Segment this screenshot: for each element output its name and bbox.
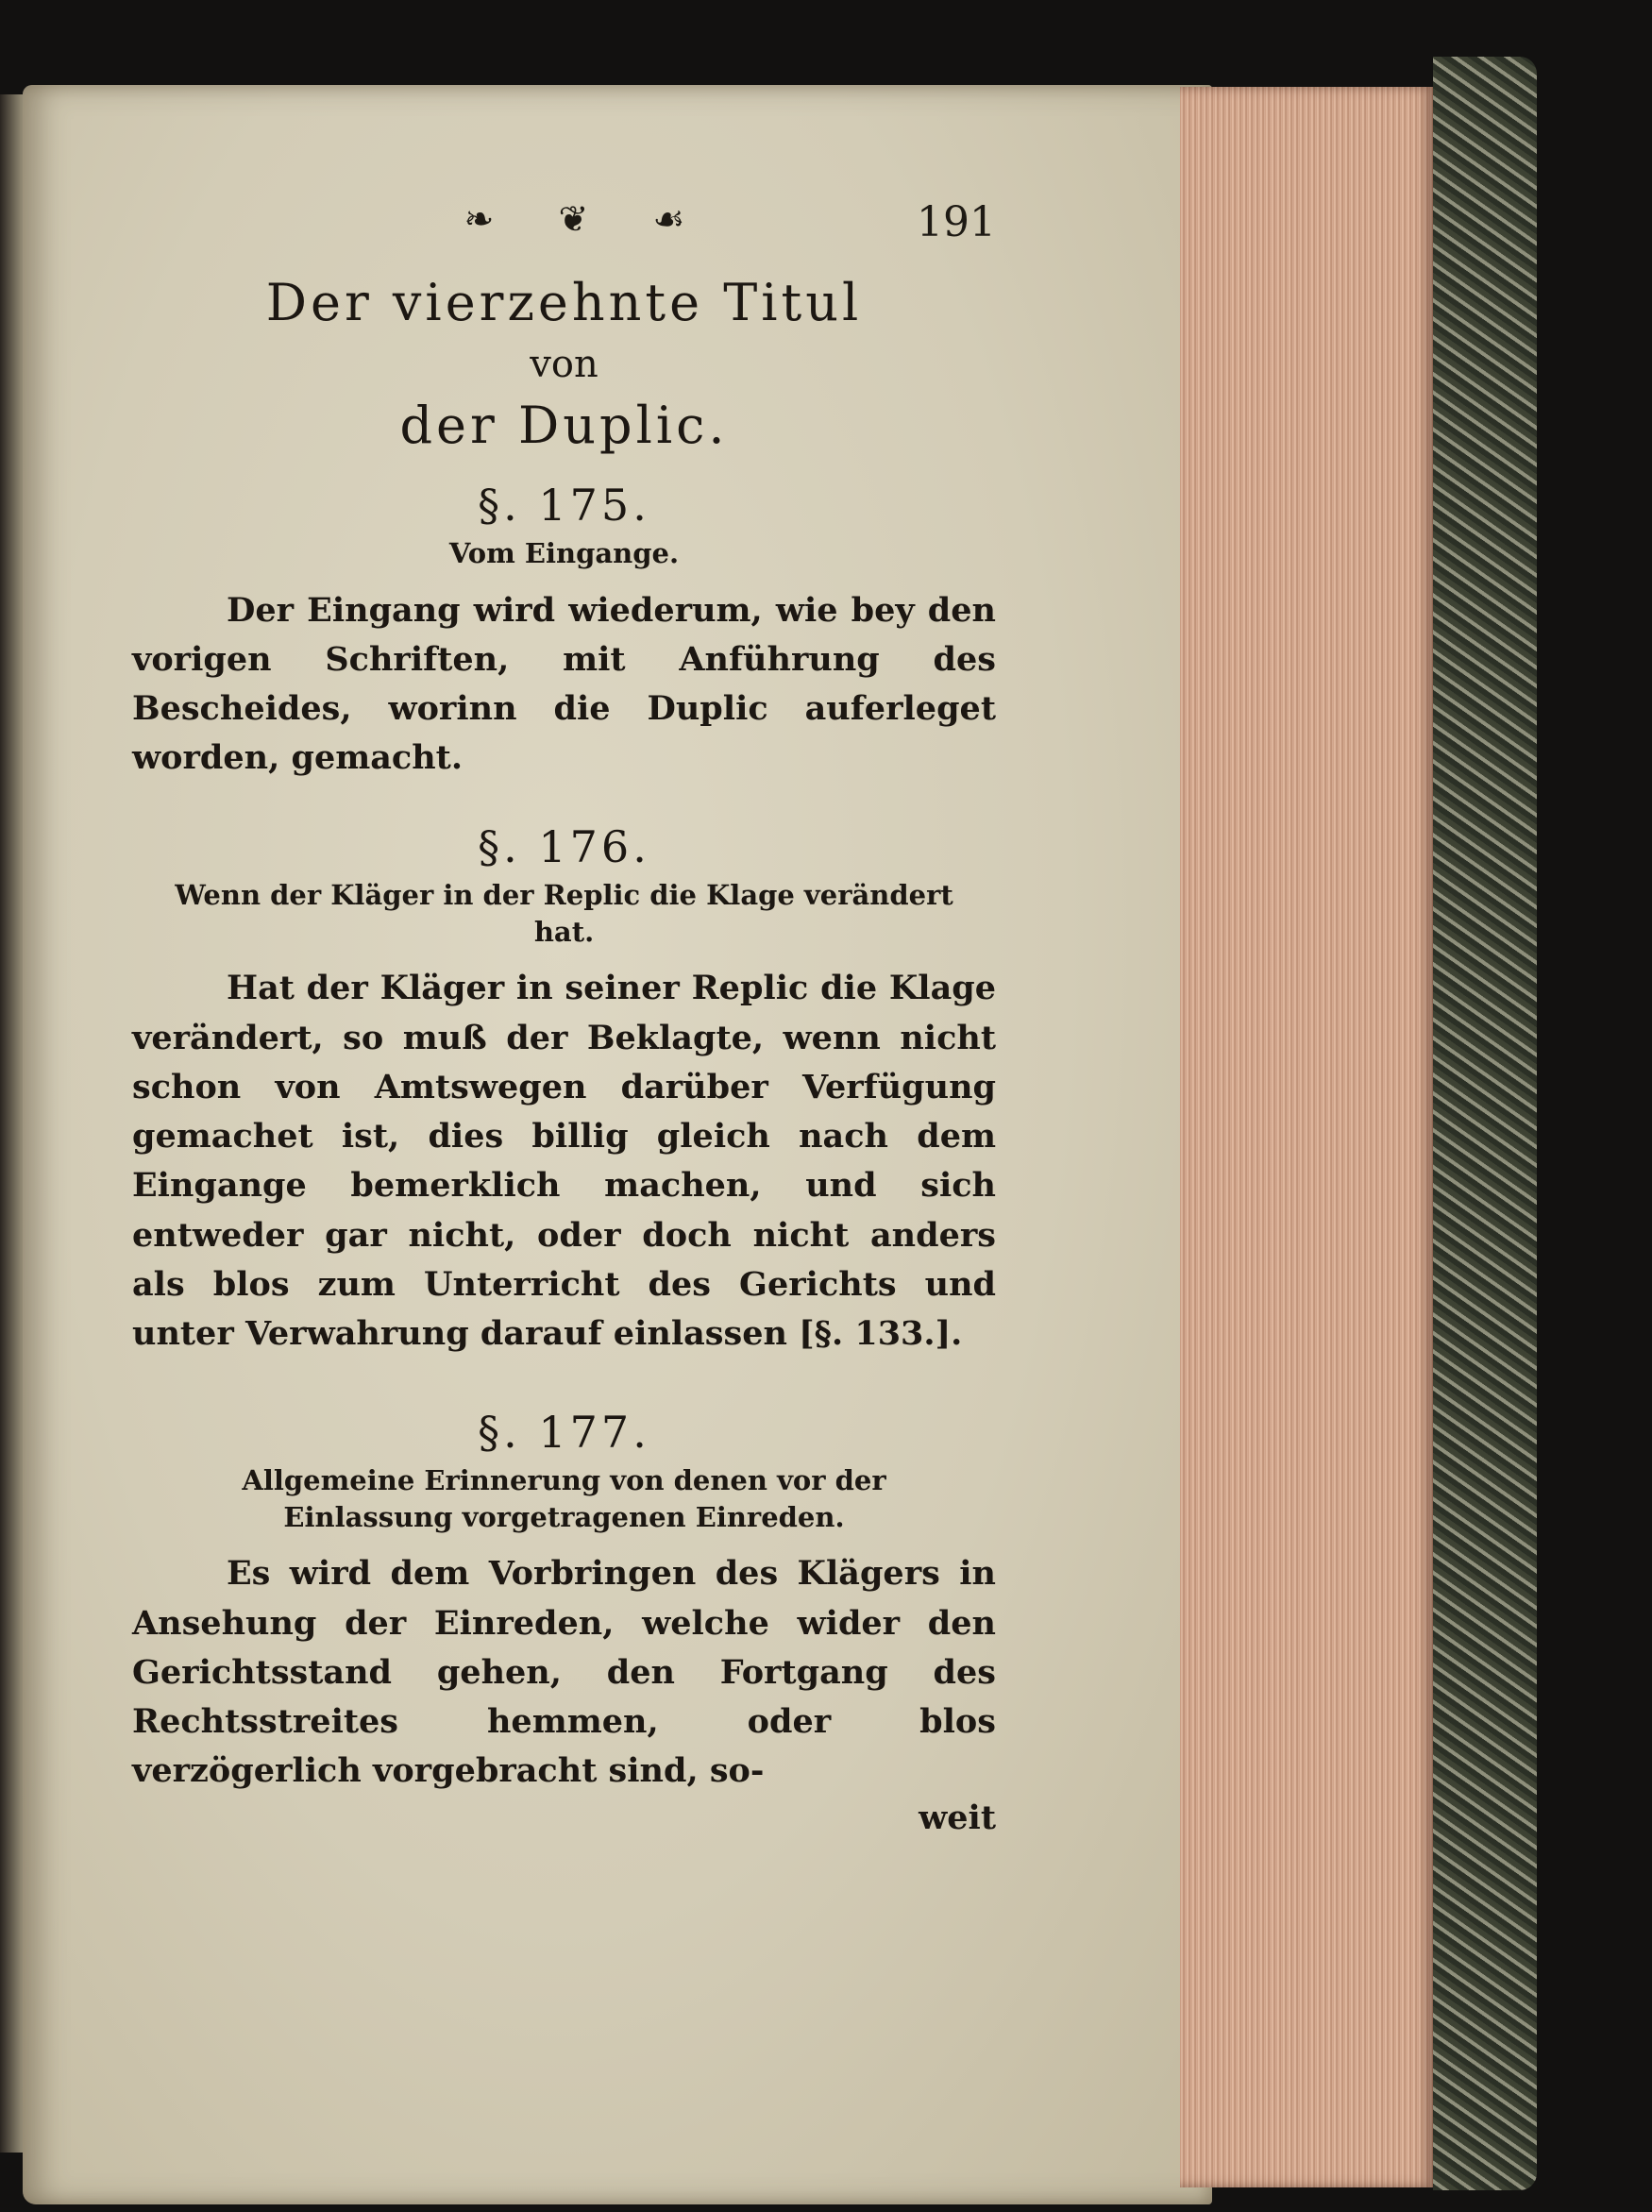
section-number-177: §. 177.: [478, 1406, 650, 1458]
catchword: weit: [919, 1798, 996, 1837]
section-number-176: §. 176.: [478, 820, 650, 872]
section-title-177: Allgemeine Erinnerung von denen vor der Einlassung vorgetragenen Einreden.: [242, 1463, 886, 1534]
title-line-3: der Duplic.: [399, 396, 729, 456]
page-text: [132, 198, 996, 1839]
section-number-175: §. 175.: [478, 480, 650, 532]
page-number: 191: [917, 198, 996, 246]
section-text-176: Hat der Kläger in seiner Replic die Klage verändert, so muß der Beklagte, wenn nicht schon von Amtswegen darüber Verfügung gemachet ist, dies billig gleich nach dem Eingange bemerklich machen, und sich entweder gar nicht, oder doch nicht anders als blos zum Unterricht des Gerichts und unter Verwahrung darauf einlassen [§. 133.].: [132, 969, 996, 1354]
section-title-175: Vom Eingange.: [448, 537, 680, 570]
header-ornament: ❧ ❦ ☙: [464, 198, 712, 240]
title-line-1: Der vierzehnte Titul: [265, 273, 863, 332]
section-text-175: Der Eingang wird wiederum, wie bey den vorigen Schriften, mit Anführung des Bescheides, worinn die Duplic auferleget worden, gemacht.: [132, 590, 996, 778]
page-edges: [1180, 87, 1435, 2187]
section-title-176: Wenn der Kläger in der Replic die Klage verändert hat.: [175, 878, 953, 949]
page-header: [132, 198, 996, 264]
title-line-2: von: [530, 343, 598, 387]
section-text-177: Es wird dem Vorbringen des Klägers in Ansehung der Einreden, welche wider den Gerichtsstand gehen, den Fortgang des Rechtsstreites hemmen, oder blos verzögerlich vorgebracht sind, so-: [132, 1554, 996, 1791]
book-cover: [1433, 57, 1537, 2190]
